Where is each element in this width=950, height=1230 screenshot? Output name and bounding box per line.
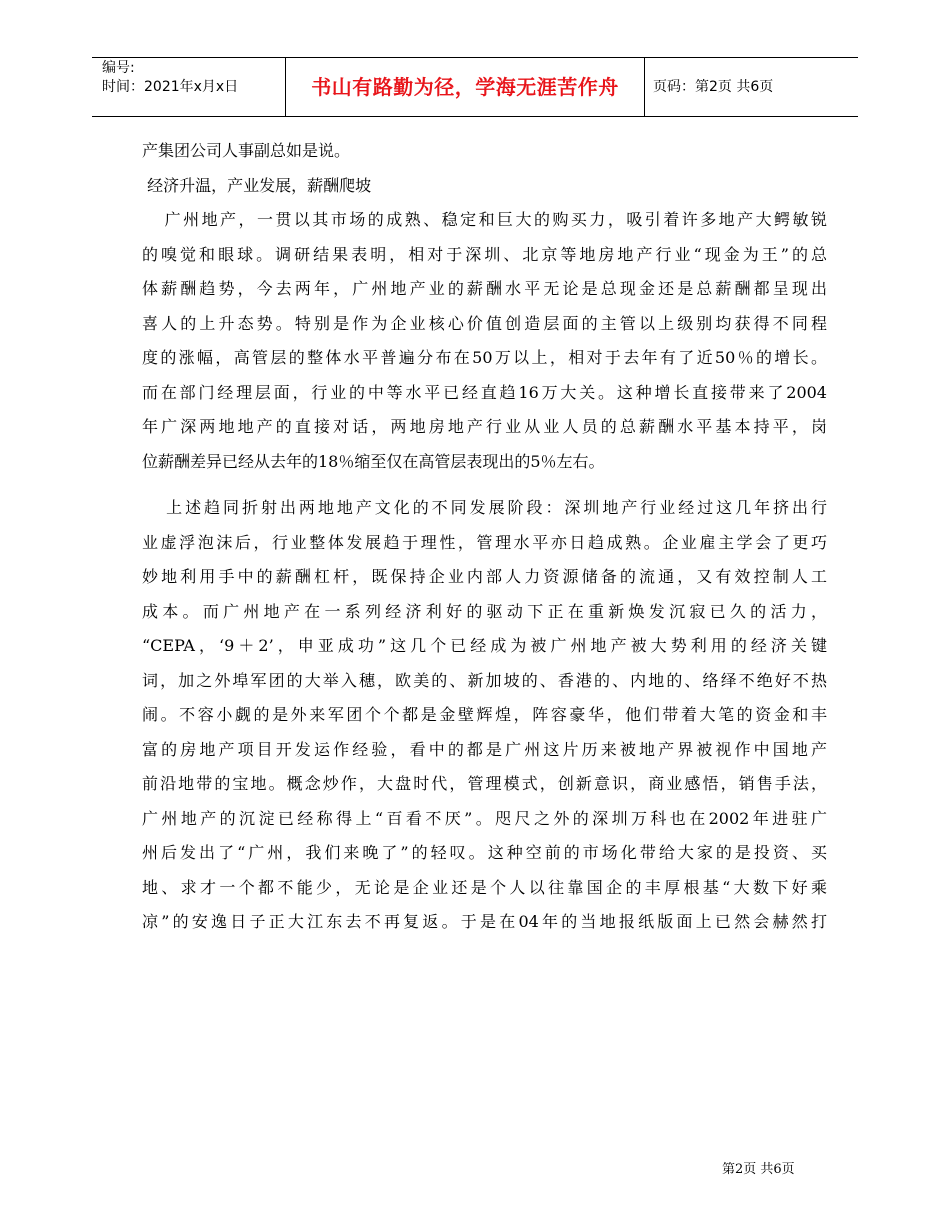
body-line: 凉”的安逸日子正大江东去不再复返。于是在04年的当地报纸版面上已然会赫然打 (142, 912, 827, 931)
number-label: 编号: (102, 60, 135, 76)
body-line: 成本。而广州地产在一系列经济利好的驱动下正在重新焕发沉寂已久的活力， (142, 601, 827, 621)
body-line: 体薪酬趋势，今去两年，广州地产业的薪酬水平无论是总现金还是总薪酬都呈现出 (142, 279, 827, 298)
body-line: 的嗅觉和眼球。调研结果表明，相对于深圳、北京等地房地产行业“现金为王”的总 (142, 244, 827, 264)
body-line: 前沿地带的宝地。概念炒作，大盘时代，管理模式，创新意识，商业感悟，销售手法， (142, 774, 827, 793)
body-line: 闹。不容小觑的是外来军团个个都是金壁辉煌，阵容豪华，他们带着大笔的资金和丰 (142, 705, 827, 724)
header-motto: 书山有路勤为径，学海无涯苦作舟 (285, 58, 645, 116)
body-line: 产集团公司人事副总如是说。 (142, 141, 351, 160)
footer-page-number: 第2页 共6页 (722, 1162, 795, 1177)
body-line: “CEPA，‘9＋2’，申亚成功”这几个已经成为被广州地产被大势利用的经济关键 (142, 636, 827, 655)
body-line: 广州地产的沉淀已经称得上“百看不厌”。咫尺之外的深圳万科也在2002年进驻广 (142, 808, 827, 828)
body-line: 上述趋同折射出两地地产文化的不同发展阶段：深圳地产行业经过这几年挤出行 (142, 498, 827, 517)
body-line: 广州地产，一贯以其市场的成熟、稳定和巨大的购买力，吸引着许多地产大鳄敏锐 (142, 210, 827, 229)
body-line: 富的房地产项目开发运作经验，看中的都是广州这片历来被地产界被视作中国地产 (142, 739, 827, 759)
header-info (92, 58, 285, 116)
header-page-number: 页码：第2页 共6页 (653, 79, 774, 95)
body-line: 地、求才一个都不能少，无论是企业还是个人以往靠国企的丰厚根基“大数下好乘 (142, 877, 827, 897)
body-line: 位薪酬差异已经从去年的18％缩至仅在高管层表现出的5％左右。 (142, 451, 605, 471)
body-line: 业虚浮泡沫后，行业整体发展趋于理性，管理水平亦日趋成熟。企业雇主学会了更巧 (142, 532, 827, 552)
page-header (92, 57, 858, 117)
body-line: 而在部门经理层面，行业的中等水平已经直趋16万大关。这种增长直接带来了2004 (142, 382, 827, 402)
time-label: 时间：2021年x月x日 (102, 79, 239, 95)
body-line: 州后发出了“广州，我们来晚了”的轻叹。这种空前的市场化带给大家的是投资、买 (142, 843, 827, 862)
body-line: 年广深两地地产的直接对话，两地房地产行业从业人员的总薪酬水平基本持平，岗 (142, 417, 827, 436)
document-body (142, 134, 827, 940)
body-line: 妙地利用手中的薪酬杠杆，既保持企业内部人力资源储备的流通，又有效控制人工 (142, 567, 827, 586)
section-heading: 经济升温，产业发展，薪酬爬坡 (142, 175, 372, 195)
body-line: 词，加之外埠军团的大举入穗，欧美的、新加坡的、香港的、内地的、络绎不绝好不热 (142, 670, 827, 690)
paragraph-gap (142, 479, 827, 491)
body-line: 喜人的上升态势。特别是作为企业核心价值创造层面的主管以上级别均获得不同程 (142, 313, 827, 333)
body-line: 度的涨幅，高管层的整体水平普遍分布在50万以上，相对于去年有了近50％的增长。 (142, 348, 827, 367)
